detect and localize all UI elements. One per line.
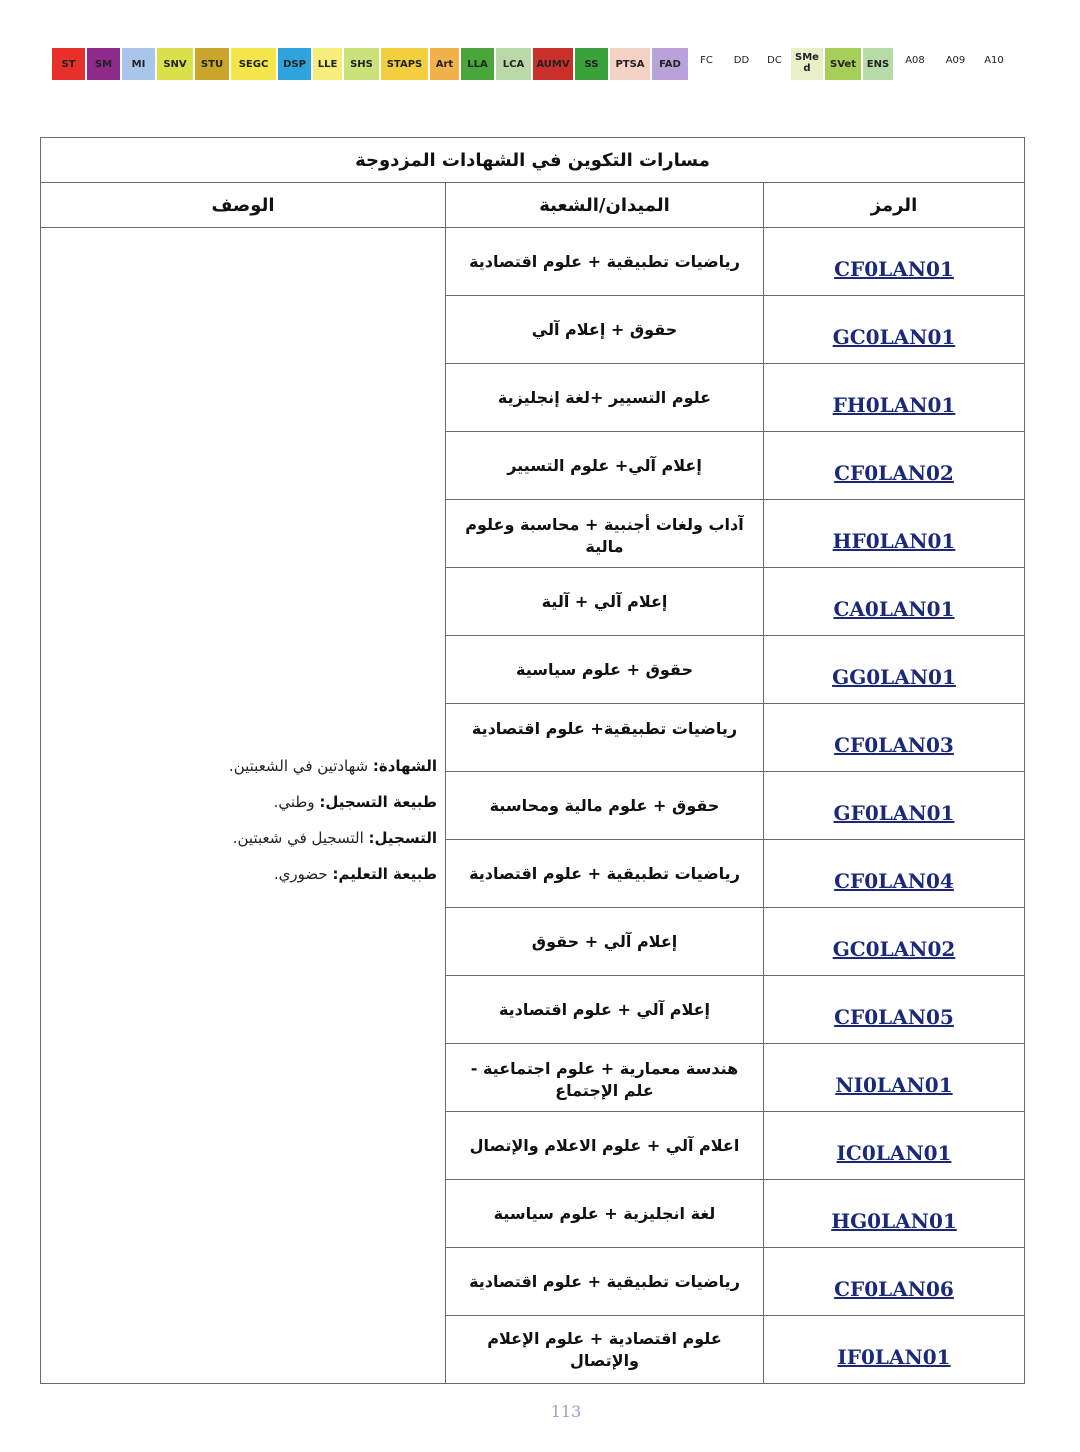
specialty-color-legend <box>52 48 1014 80</box>
legend-item: SNV <box>157 48 193 80</box>
program-code-link[interactable]: CF0LAN01 <box>834 257 954 281</box>
program-code-link[interactable]: GC0LAN01 <box>832 325 956 349</box>
code-cell <box>764 228 1025 296</box>
program-code-link[interactable]: CA0LAN01 <box>833 597 955 621</box>
code-cell <box>764 432 1025 500</box>
field-cell: إعلام آلي + آلية <box>446 568 764 636</box>
field-cell: حقوق + علوم سياسية <box>446 636 764 704</box>
program-code-link[interactable]: HF0LAN01 <box>832 529 956 553</box>
program-code-link[interactable]: IF0LAN01 <box>837 1345 951 1369</box>
program-code-link[interactable]: IC0LAN01 <box>836 1141 952 1165</box>
legend-item: ST <box>52 48 85 80</box>
code-cell <box>764 1248 1025 1316</box>
teaching-type-line-label: طبيعة التعليم: <box>332 865 437 883</box>
code-cell <box>764 976 1025 1044</box>
page-number: 113 <box>550 1402 582 1421</box>
legend-item: AUMV <box>533 48 573 80</box>
legend-item: SEGC <box>231 48 276 80</box>
legend-item: SM <box>87 48 120 80</box>
code-cell <box>764 1316 1025 1384</box>
field-cell: علوم اقتصادية + علوم الإعلام والإتصال <box>446 1316 764 1384</box>
registration-line <box>49 820 437 856</box>
teaching-type-line <box>49 856 437 892</box>
field-cell: حقوق + إعلام آلي <box>446 296 764 364</box>
program-code-link[interactable]: CF0LAN02 <box>834 461 954 485</box>
legend-item: PTSA <box>610 48 650 80</box>
legend-item: DSP <box>278 48 311 80</box>
program-code-link[interactable]: CF0LAN05 <box>834 1005 954 1029</box>
registration-type-line-label: طبيعة التسجيل: <box>319 793 437 811</box>
code-cell <box>764 1180 1025 1248</box>
degree-line <box>49 748 437 784</box>
legend-item: FAD <box>652 48 688 80</box>
degree-line-value: شهادتين في الشعبتين. <box>228 757 373 775</box>
registration-type-line-value: وطني. <box>273 793 320 811</box>
field-cell: إعلام آلي + حقوق <box>446 908 764 976</box>
code-cell <box>764 1112 1025 1180</box>
legend-item: MI <box>122 48 155 80</box>
field-cell: رياضيات تطبيقية + علوم اقتصادية <box>446 1248 764 1316</box>
legend-item: FC <box>690 48 723 80</box>
program-code-link[interactable]: CF0LAN04 <box>834 869 954 893</box>
program-code-link[interactable]: GF0LAN01 <box>833 801 955 825</box>
code-cell <box>764 636 1025 704</box>
legend-item: STAPS <box>381 48 428 80</box>
table-title: مسارات التكوين في الشهادات المزدوجة <box>41 138 1025 183</box>
field-cell: رياضيات تطبيقية + علوم اقتصادية <box>446 228 764 296</box>
code-cell <box>764 704 1025 772</box>
header-description: الوصف <box>41 183 446 228</box>
program-code-link[interactable]: CF0LAN03 <box>834 733 954 757</box>
legend-item: SHS <box>344 48 379 80</box>
code-cell <box>764 364 1025 432</box>
legend-item: LLA <box>461 48 494 80</box>
teaching-type-line-value: حضوري. <box>273 865 333 883</box>
dual-degree-table <box>40 137 1025 1384</box>
field-cell: آداب ولغات أجنبية + محاسبة وعلوم مالية <box>446 500 764 568</box>
code-cell <box>764 908 1025 976</box>
legend-item: DD <box>725 48 758 80</box>
field-cell: إعلام آلي + علوم اقتصادية <box>446 976 764 1044</box>
legend-item: A09 <box>937 48 974 80</box>
field-cell: علوم التسيير +لغة إنجليزية <box>446 364 764 432</box>
field-cell: رياضيات تطبيقية + علوم اقتصادية <box>446 840 764 908</box>
code-cell <box>764 296 1025 364</box>
program-code-link[interactable]: GG0LAN01 <box>832 665 956 689</box>
table-row <box>41 228 1025 296</box>
legend-item: LLE <box>313 48 342 80</box>
field-cell: لغة انجليزية + علوم سياسية <box>446 1180 764 1248</box>
field-cell: هندسة معمارية + علوم اجتماعية - علم الإجتماع <box>446 1044 764 1112</box>
degree-line-label: الشهادة: <box>372 757 437 775</box>
legend-item: STU <box>195 48 229 80</box>
program-code-link[interactable]: HG0LAN01 <box>831 1209 957 1233</box>
code-cell <box>764 500 1025 568</box>
legend-item: SVet <box>825 48 861 80</box>
field-cell: حقوق + علوم مالية ومحاسبة <box>446 772 764 840</box>
code-cell <box>764 840 1025 908</box>
program-code-link[interactable]: FH0LAN01 <box>832 393 956 417</box>
legend-item: LCA <box>496 48 531 80</box>
program-code-link[interactable]: CF0LAN06 <box>834 1277 954 1301</box>
registration-type-line <box>49 784 437 820</box>
legend-item: Art <box>430 48 459 80</box>
field-cell: رياضيات تطبيقية+ علوم اقتصادية <box>446 704 764 772</box>
legend-item: DC <box>760 48 789 80</box>
field-cell: إعلام آلي+ علوم التسيير <box>446 432 764 500</box>
legend-item: SS <box>575 48 608 80</box>
code-cell <box>764 568 1025 636</box>
registration-line-label: التسجيل: <box>368 829 437 847</box>
header-code: الرمز <box>764 183 1025 228</box>
registration-line-value: التسجيل في شعبتين. <box>232 829 369 847</box>
code-cell <box>764 1044 1025 1112</box>
field-cell: اعلام آلي + علوم الاعلام والإتصال <box>446 1112 764 1180</box>
program-code-link[interactable]: NI0LAN01 <box>835 1073 953 1097</box>
legend-item: SMe d <box>791 48 823 80</box>
description-cell <box>41 228 446 1384</box>
code-cell <box>764 772 1025 840</box>
legend-item: A10 <box>976 48 1012 80</box>
program-code-link[interactable]: GC0LAN02 <box>832 937 956 961</box>
header-field: الميدان/الشعبة <box>446 183 764 228</box>
legend-item: A08 <box>895 48 935 80</box>
legend-item: ENS <box>863 48 893 80</box>
